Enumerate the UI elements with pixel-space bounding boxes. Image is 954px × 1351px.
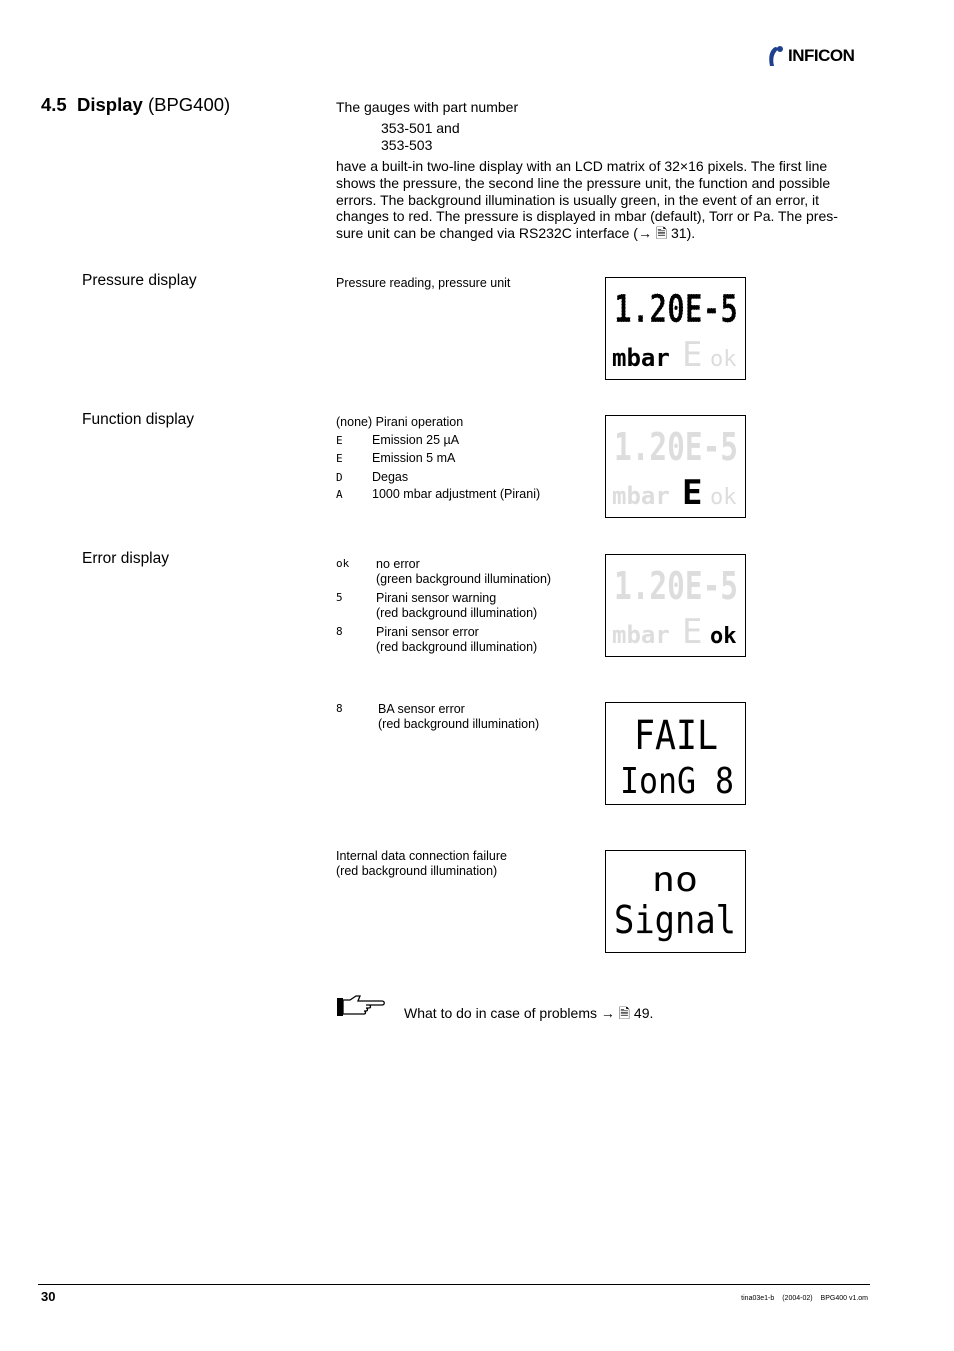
- function-text: Pirani operation: [375, 415, 464, 429]
- lcd-line1-text: 1.20E-5: [614, 564, 738, 608]
- error-item-ba: [336, 702, 539, 731]
- lcd-line2-function: E: [682, 612, 703, 652]
- footer-meta: [735, 1295, 868, 1302]
- lcd-line2-unit: mbar: [612, 344, 670, 372]
- lcd-line2-error: ok: [710, 347, 737, 372]
- pointing-hand-icon: [336, 994, 386, 1025]
- function-code: E: [336, 434, 343, 447]
- footer-divider: [38, 1284, 870, 1285]
- inficon-swoosh-icon: [766, 44, 788, 68]
- function-item: [336, 487, 540, 503]
- lcd-line1-text: FAIL: [634, 713, 718, 759]
- function-code: E: [336, 452, 343, 465]
- pressure-display-label: Pressure display: [82, 272, 197, 289]
- inficon-logo: [766, 44, 854, 68]
- error-text: BA sensor error: [378, 702, 465, 716]
- error-note: (red background illumination): [378, 716, 540, 731]
- function-text: 1000 mbar adjustment (Pirani): [372, 487, 541, 501]
- error-text: Pirani sensor error: [376, 625, 479, 639]
- error-code: ok: [336, 557, 350, 570]
- error-item: [336, 625, 537, 654]
- footer-date: (2004-02): [782, 1295, 813, 1302]
- internal-failure-note: (red background illumination): [336, 863, 498, 878]
- lcd-line1-text: no: [652, 860, 698, 900]
- function-code: A: [336, 488, 343, 501]
- function-text: Emission 25 µA: [372, 433, 460, 447]
- lcd-function: [605, 415, 746, 518]
- section-subtitle: (BPG400): [147, 94, 231, 115]
- function-item: [336, 415, 463, 430]
- function-item: [336, 470, 408, 486]
- lcd-line2-function: E: [682, 335, 703, 375]
- lcd-line1-text: 1.20E-5: [614, 425, 738, 469]
- intro-paragraph-line: changes to red. The pressure is displayed in mbar (default), Torr or Pa. The pres-: [336, 208, 838, 225]
- lcd-line2-error: ok: [710, 485, 737, 510]
- lcd-no-signal: [605, 850, 746, 953]
- intro-paragraph: [336, 158, 861, 242]
- footer-file: BPG400 v1.om: [820, 1295, 868, 1302]
- lcd-error: [605, 554, 746, 657]
- error-text: no error: [376, 557, 420, 571]
- page-number: 30: [41, 1289, 56, 1304]
- function-text: Emission 5 mA: [372, 451, 456, 465]
- lcd-pressure: [605, 277, 746, 380]
- note-text: What to do in case of problems → 🗎 49.: [404, 1005, 654, 1021]
- error-item: [336, 557, 551, 586]
- error-display-label: Error display: [82, 550, 169, 567]
- pressure-display-desc: Pressure reading, pressure unit: [336, 276, 511, 290]
- intro-paragraph-line: have a built-in two-line display with an LCD matrix of 32×16 pixels. The first line: [336, 158, 828, 174]
- lcd-line2-function: E: [682, 473, 703, 513]
- intro-line: The gauges with part number: [336, 99, 519, 115]
- lcd-line2-unit: mbar: [612, 482, 670, 510]
- function-item: [336, 433, 459, 449]
- part-number-1: 353-501 and: [381, 120, 460, 136]
- error-text: Pirani sensor warning: [376, 591, 497, 605]
- intro-paragraph-line: errors. The background illumination is usually green, in the event of an error, it: [336, 191, 819, 208]
- function-code: (none): [336, 415, 373, 429]
- lcd-line1-text: 1.20E-5: [614, 287, 738, 331]
- error-note: (green background illumination): [376, 571, 552, 586]
- section-heading: [41, 94, 230, 116]
- lcd-line2-error: ok: [710, 624, 737, 649]
- lcd-line2-text: Signal: [614, 898, 736, 942]
- function-item: [336, 451, 455, 467]
- error-item: [336, 591, 537, 620]
- function-display-label: Function display: [82, 411, 195, 428]
- brand-name: INFICON: [788, 46, 855, 65]
- error-note: (red background illumination): [376, 605, 538, 620]
- error-note: (red background illumination): [376, 639, 538, 654]
- error-code: 8: [336, 625, 343, 638]
- lcd-ba-error: [605, 702, 746, 805]
- internal-failure-text: Internal data connection failure: [336, 849, 507, 863]
- function-text: Degas: [372, 470, 409, 484]
- intro-paragraph-line: sure unit can be changed via RS232C interface (→ 🗎 31).: [336, 225, 696, 242]
- part-number-2: 353-503: [381, 137, 433, 153]
- section-number: 4.5: [41, 94, 67, 115]
- section-title: Display: [77, 94, 143, 115]
- lcd-line2-text: IonG 8: [620, 761, 734, 802]
- footer-doc: tina03e1-b: [741, 1295, 775, 1302]
- internal-failure: [336, 849, 507, 878]
- intro-paragraph-line: shows the pressure, the second line the pressure unit, the function and possible: [336, 174, 831, 191]
- function-code: D: [336, 471, 343, 484]
- error-code: 5: [336, 591, 343, 604]
- lcd-line2-unit: mbar: [612, 621, 670, 649]
- error-code: 8: [336, 702, 343, 715]
